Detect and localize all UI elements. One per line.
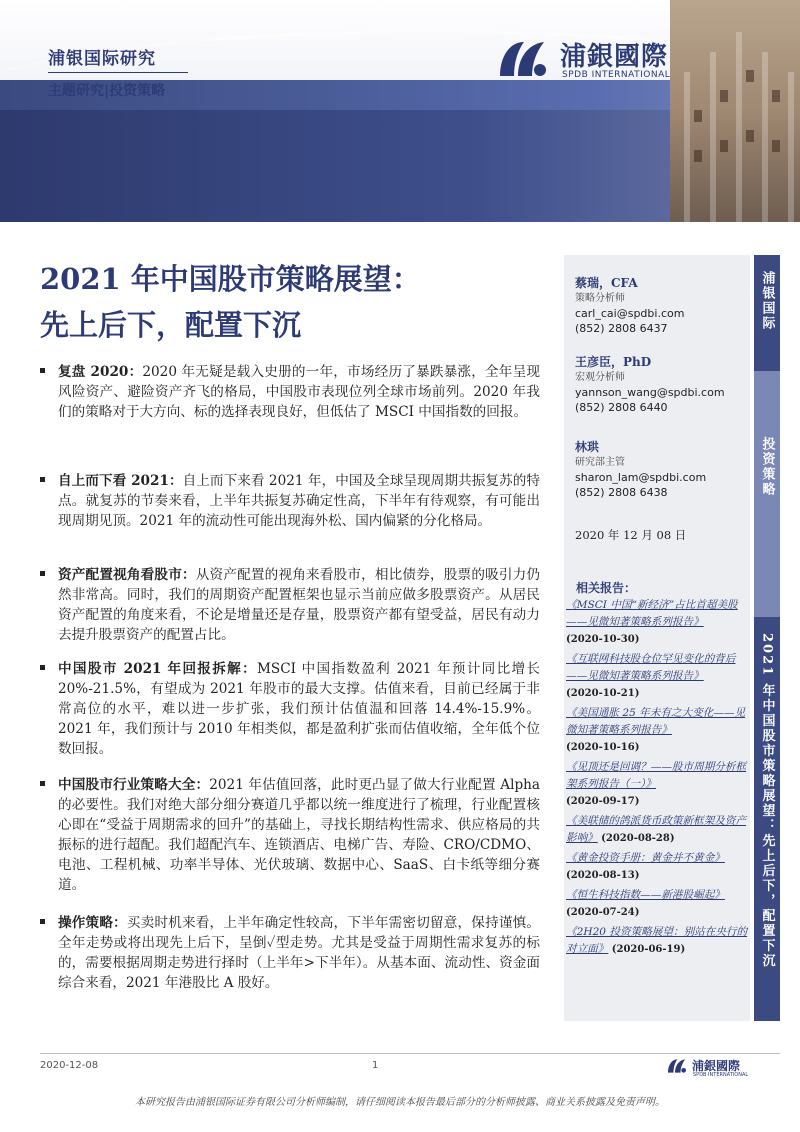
analyst-card [575, 355, 725, 415]
disclaimer: 本研究报告由浦银国际证券有限公司分析师编制，请仔细阅读本报告最后部分的分析师披露、商业关系披露及免责声明。 [135, 1097, 665, 1108]
footer-logo-icon [666, 1057, 688, 1075]
analyst-email[interactable]: carl_cai@spdbi.com [575, 307, 685, 320]
bullet-dot [40, 665, 45, 670]
analyst-phone: (852) 2808 6437 [575, 322, 668, 335]
spdb-logo-icon [496, 36, 550, 82]
bullet-dot [40, 919, 45, 924]
bullet-text: MSCI 中国指数盈利 2021 年预计同比增长 20%-21.5%，有望成为 2021 年股市的最大支撑。估值来看，目前已经属于非常高位的水平，难以进一步扩张，我们预计估值温和回落 14.4%-15.9%。2021 年，我们预计与 2010 年相类似，都是盈利扩张而估值收缩，全年低个位数回报。 [58, 661, 540, 757]
analyst-name: 王彦臣，PhD [575, 355, 652, 369]
related-report-date: (2020-06-19) [611, 944, 686, 955]
bullet-top-down [40, 471, 540, 541]
bullet-dot [40, 781, 45, 786]
bullet-return-breakdown [40, 659, 540, 757]
related-report-date: (2020-10-16) [566, 742, 640, 753]
footer-logo-en: SPDB INTERNATIONAL [693, 1072, 749, 1078]
bullet-dot [40, 571, 45, 576]
related-report-title[interactable]: 《见顶还是回调？——股市周期分析框架系列报告（一）》 [566, 761, 747, 790]
analyst-email[interactable]: yannson_wang@spdbi.com [575, 386, 725, 399]
bullet-sector-strategy [40, 775, 541, 893]
bullet-review-2020 [40, 362, 540, 447]
page-number: 1 [372, 1060, 379, 1071]
bullet-lead: 自上而下看 2021： [58, 473, 183, 489]
related-report-item[interactable] [566, 705, 750, 756]
title-line-1: 2021 年中国股市策略展望： [40, 262, 421, 296]
logo-text-cn: 浦銀國際 [560, 42, 669, 72]
analyst-email[interactable]: sharon_lam@spdbi.com [575, 471, 707, 484]
header-banner [0, 0, 800, 222]
related-report-item[interactable] [566, 651, 750, 702]
bullet-text: 2020 年无疑是载入史册的一年，市场经历了暴跌暴涨，全年呈现风险资产、避险资产齐飞的格局，中国股市表现位列全球市场前列。2020 年我们的策略对于大方向、标的选择表现良好，但低估了 MSCI 中国指数的回报。 [58, 364, 540, 420]
related-report-title[interactable]: 《2H20 投资策略展望：别站在央行的对立面》 [566, 926, 748, 955]
related-report-title[interactable]: 《美国通胀 25 年未有之大变化——见微知著策略系列报告》 [566, 707, 746, 736]
bullet-text: 从资产配置的视角来看股市，相比债券，股票的吸引力仍然非常高。同时，我们的周期资产配置框架也显示当前应做多股票资产。从居民资产配置的角度来看，不论是增量还是存量，股票资产都有望受益，居民有动力去提升股票资产的配置占比。 [58, 567, 541, 643]
analyst-role: 宏观分析师 [575, 372, 625, 383]
analyst-phone: (852) 2808 6438 [575, 486, 668, 499]
bullet-dot [40, 477, 45, 482]
related-report-item[interactable] [566, 759, 750, 810]
report-date: 2020 年 12 月 08 日 [575, 528, 687, 542]
related-report-date: (2020-10-30) [566, 634, 640, 645]
related-report-item[interactable] [566, 597, 750, 648]
footer-date: 2020-12-08 [40, 1060, 99, 1071]
title-line-2: 先上后下，配置下沉 [40, 308, 302, 342]
bullet-lead: 中国股市 2021 年回报拆解： [58, 661, 257, 677]
bullet-operation-strategy [40, 913, 541, 991]
footer-logo-cn: 浦銀國際 [692, 1059, 741, 1073]
bullet-dot [40, 368, 45, 373]
related-report-title[interactable]: 《互联网科技股仓位罕见变化的背后——见微知著策略系列报告》 [566, 653, 736, 682]
side-tab-topic [754, 617, 780, 1021]
analyst-card [575, 440, 706, 500]
bullet-text: 自上而下来看 2021 年，中国及全球呈现周期共振复苏的特点。就复苏的节奏来看，上半年共振复苏确定性高，下半年有待观察，有可能出现周期见顶。2021 年的流动性可能出现海外松、国内偏紧的分化格局。 [58, 473, 540, 529]
bullet-lead: 复盘 2020： [58, 364, 143, 380]
analyst-name: 林珙 [575, 440, 600, 454]
analyst-role: 策略分析师 [575, 293, 625, 304]
bullet-lead: 中国股市行业策略大全： [58, 777, 210, 793]
related-report-item[interactable] [566, 887, 750, 921]
related-report-item[interactable] [566, 924, 750, 958]
related-report-date: (2020-09-17) [566, 796, 640, 807]
side-tab-brand [754, 255, 780, 371]
bullet-lead: 操作策略： [58, 915, 127, 931]
related-reports-list [566, 597, 750, 961]
brand-subtitle: 主题研究|投资策略 [48, 83, 166, 99]
bullet-asset-allocation [40, 565, 541, 643]
related-report-date: (2020-08-28) [601, 833, 675, 844]
related-report-date: (2020-10-21) [566, 688, 640, 699]
related-report-date: (2020-08-13) [566, 870, 640, 881]
brand-title: 浦银国际研究 [48, 49, 156, 69]
logo-text-en: SPDB INTERNATIONAL [562, 70, 671, 80]
analyst-phone: (852) 2808 6440 [575, 401, 668, 414]
brand-divider [48, 72, 188, 73]
side-tab-topic-label: 2021 年中国股市策略展望：先上后下，配置下沉 [759, 633, 775, 969]
side-tab-category [754, 371, 780, 617]
building-image [670, 0, 800, 222]
related-report-title[interactable]: 《MSCI 中国“新经济”占比首超美股——见微知著策略系列报告》 [566, 599, 738, 628]
related-report-title[interactable]: 《恒生科技指数——新港股崛起》 [566, 889, 725, 901]
analyst-name: 蔡瑞，CFA [575, 276, 638, 290]
related-report-item[interactable] [566, 813, 750, 847]
related-report-title[interactable]: 《黄金投资手册：黄金并不黄金》 [566, 852, 725, 864]
related-report-date: (2020-07-24) [566, 907, 640, 918]
report-title [40, 256, 550, 348]
related-report-item[interactable] [566, 850, 750, 884]
analyst-role: 研究部主管 [575, 457, 625, 468]
footer-divider [40, 1053, 780, 1054]
side-tab-brand-label: 浦银国际 [759, 271, 775, 331]
bullet-lead: 资产配置视角看股市： [58, 567, 196, 583]
related-reports-heading: 相关报告： [576, 581, 637, 595]
analyst-card [575, 276, 684, 336]
side-tab-category-label: 投资策略 [759, 437, 775, 497]
summary-bullets [40, 362, 540, 1007]
bullet-text: 2021 年估值回落，此时更凸显了做大行业配置 Alpha 的必要性。我们对绝大部分细分赛道几乎都以统一维度进行了梳理，行业配置核心即在“受益于周期需求的回升”的基础上，寻找长期结构性需求、供应格局的共振标的进行超配。我们超配汽车、连锁酒店、电梯广告、寿险、CRO/CDMO、电池、工程机械、功率半导体、光伏玻璃、数据中心、SaaS、白卡纸等细分赛道。 [58, 777, 541, 893]
related-report-title[interactable]: 《美联储的鸽派货币政策新框架及资产影响》 [566, 815, 747, 844]
bullet-text: 买卖时机来看，上半年确定性较高，下半年需密切留意，保持谨慎。全年走势或将出现先上后下，呈倒✓型走势。尤其是受益于周期性需求复苏的标的，需要根据周期走势进行择时（上半年>下半年）。从基本面、流动性、资金面综合来看，2021 年港股比 A 股好。 [58, 915, 541, 991]
